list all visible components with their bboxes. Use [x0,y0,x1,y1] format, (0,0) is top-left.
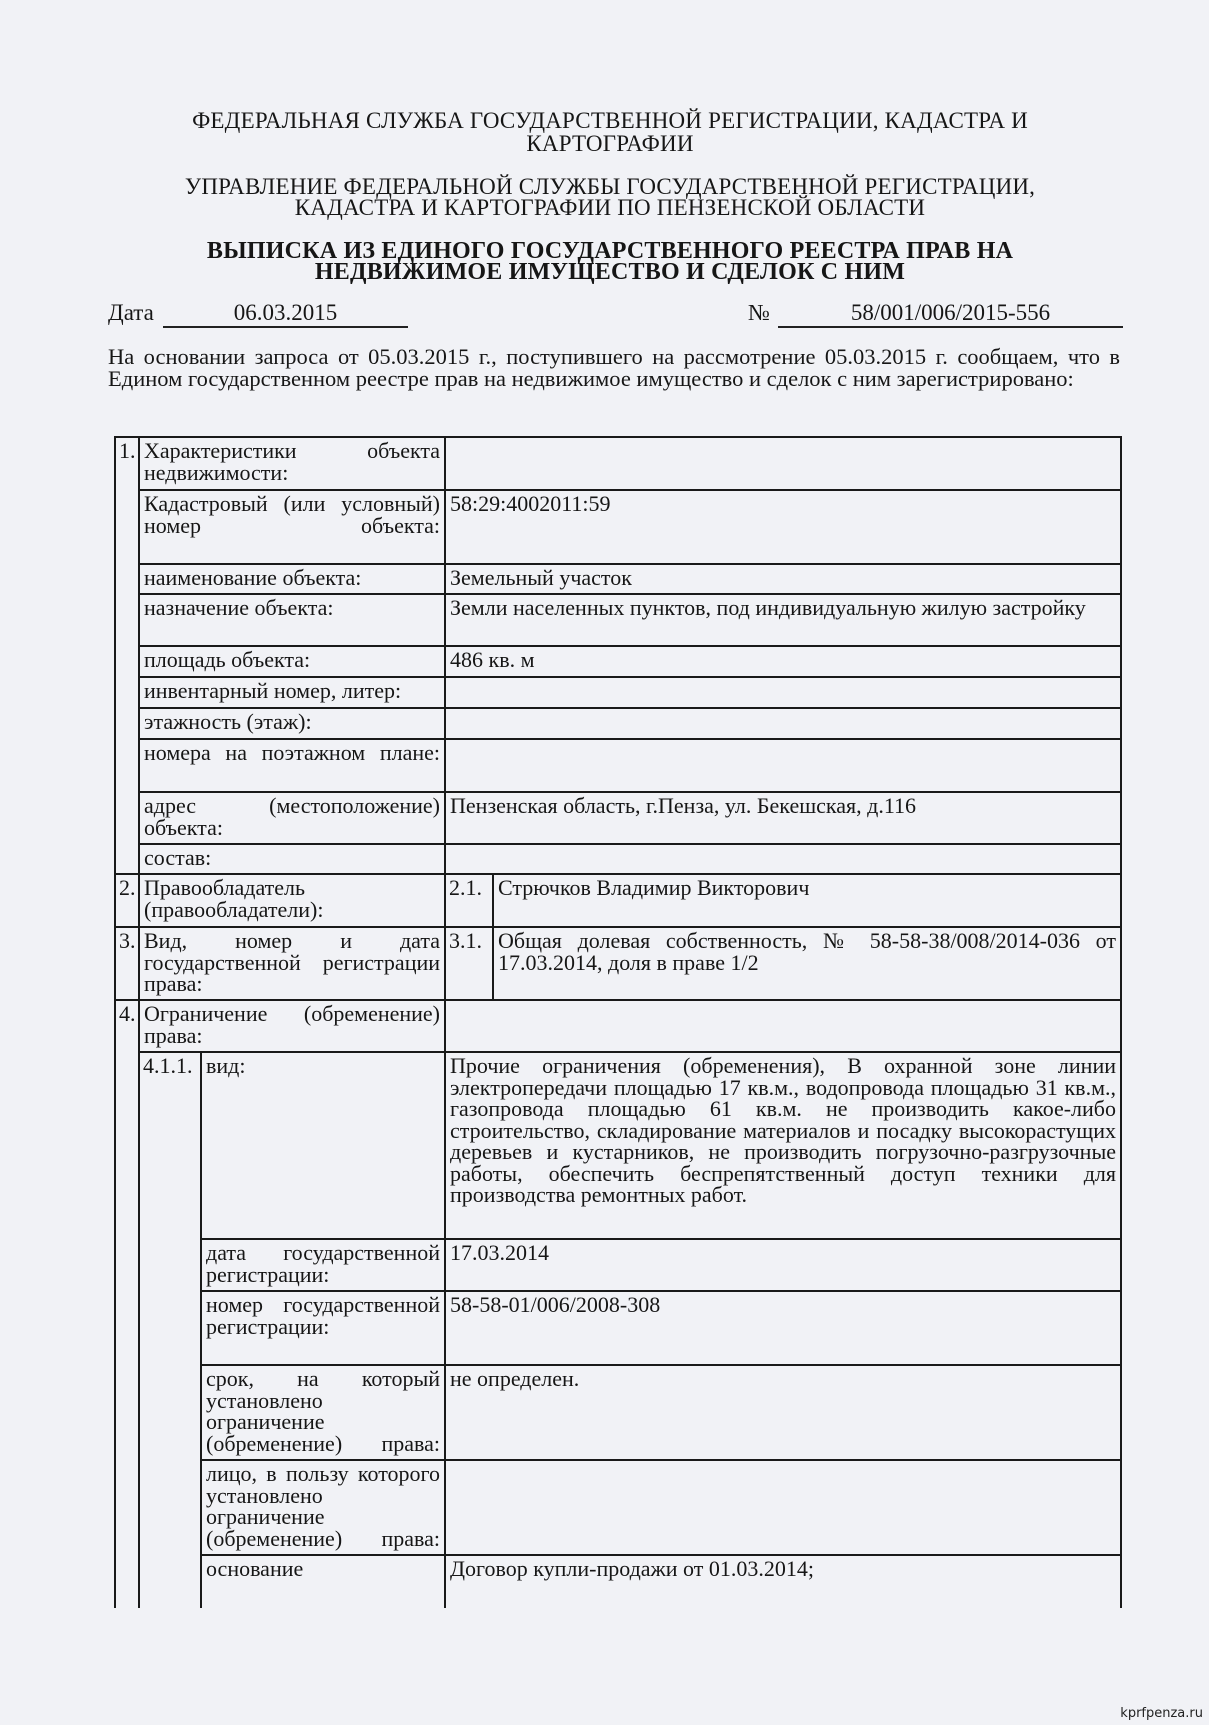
table-row [115,792,1121,844]
table-row [115,437,1121,490]
encumbrance-basis-value: Договор купли-продажи от 01.03.2014; [445,1555,1121,1608]
cadastral-number-label: Кадастровый (или условный) номер объекта: [139,490,445,564]
table-row [115,594,1121,646]
address-value: Пензенская область, г.Пенза, ул. Бекешская, д.116 [445,792,1121,844]
object-purpose-value: Земли населенных пунктов, под индивидуальную жилую застройку [445,594,1121,646]
table-row [115,1365,1121,1460]
section-4-number: 4. [115,1000,139,1608]
encumbrance-reg-number-label: номер государственной регистрации: [201,1291,445,1365]
rights-holder-sub-number: 2.1. [445,874,493,927]
encumbrance-sub-number: 4.1.1. [139,1052,201,1608]
section-2-number: 2. [115,874,139,927]
object-name-value: Земельный участок [445,564,1121,594]
section-1-title-value [445,437,1121,490]
encumbrance-term-value: не определен. [445,1365,1121,1460]
table-row [115,874,1121,927]
encumbrance-term-label: срок, на который установлено ограничение (обременение) права: [201,1365,445,1460]
office-name-line-2: КАДАСТРА И КАРТОГРАФИИ ПО ПЕНЗЕНСКОЙ ОБЛАСТИ [294,195,926,220]
floor-plan-numbers-label: номера на поэтажном плане: [139,739,445,792]
table-row [115,1239,1121,1291]
composition-label: состав: [139,844,445,874]
document-title-line-2: НЕДВИЖИМОЕ ИМУЩЕСТВО И СДЕЛОК С НИМ [314,259,906,285]
table-row [115,844,1121,874]
agency-name-line-1: ФЕДЕРАЛЬНАЯ СЛУЖБА ГОСУДАРСТВЕННОЙ РЕГИСТРАЦИИ, КАДАСТРА И [192,108,1028,133]
object-purpose-label: назначение объекта: [139,594,445,646]
encumbrance-reg-number-value: 58-58-01/006/2008-308 [445,1291,1121,1365]
date-value: 06.03.2015 [163,300,408,328]
encumbrance-value [445,1000,1121,1052]
address-label: адрес (местоположение) объекта: [139,792,445,844]
object-name-label: наименование объекта: [139,564,445,594]
encumbrance-beneficiary-label: лицо, в пользу которого установлено ограничение (обременение) права: [201,1460,445,1555]
document-title-line-1: ВЫПИСКА ИЗ ЕДИНОГО ГОСУДАРСТВЕННОГО РЕЕСТРА ПРАВ НА [206,238,1014,264]
site-watermark: kprfpenza.ru [1120,1706,1203,1721]
inventory-number-value [445,677,1121,708]
table-row [115,490,1121,564]
encumbrance-basis-label: основание [201,1555,445,1608]
table-row [115,646,1121,677]
registry-table [114,436,1122,1608]
encumbrance-label: Ограничение (обременение) права: [139,1000,445,1052]
right-registration-sub-number: 3.1. [445,927,493,1000]
agency-name-line-2: КАРТОГРАФИИ [526,131,694,156]
number-label: № [748,300,770,325]
date-label: Дата [108,300,154,325]
intro-paragraph: На основании запроса от 05.03.2015 г., поступившего на рассмотрение 05.03.2015 г. сообщаем, что в Едином государственном реестре прав на недвижимое имущество и сделок с ним зарегистрировано: [108,344,1120,391]
table-row [115,1000,1121,1052]
number-value: 58/001/006/2015-556 [778,300,1123,328]
object-area-label: площадь объекта: [139,646,445,677]
table-row [115,1555,1121,1608]
floors-label: этажность (этаж): [139,708,445,739]
floors-value [445,708,1121,739]
object-area-value: 486 кв. м [445,646,1121,677]
encumbrance-reg-date-label: дата государственной регистрации: [201,1239,445,1291]
table-row [115,1460,1121,1555]
date-number-line [108,300,1123,330]
composition-value [445,844,1121,874]
encumbrance-beneficiary-value [445,1460,1121,1555]
table-row [115,1052,1121,1239]
right-registration-label: Вид, номер и дата государственной регистрации права: [139,927,445,1000]
table-row [115,1291,1121,1365]
section-1-number: 1. [115,437,139,874]
section-3-number: 3. [115,927,139,1000]
office-name-line-1: УПРАВЛЕНИЕ ФЕДЕРАЛЬНОЙ СЛУЖБЫ ГОСУДАРСТВЕННОЙ РЕГИСТРАЦИИ, [184,174,1036,199]
table-row [115,927,1121,1000]
cadastral-number-value: 58:29:4002011:59 [445,490,1121,564]
encumbrance-type-value: Прочие ограничения (обременения), В охранной зоне линии электропередачи площадью 17 кв.м., водопровода площадью 31 кв.м., газопровода площадью 61 кв.м. не производить какое-либо строительство, складирование материалов и посадку высокорастущих деревьев и кустарников, не производить погрузочно-разгрузочные работы, обеспечить беспрепятственный доступ техники для производства ремонтных работ. [445,1052,1121,1239]
table-row [115,677,1121,708]
encumbrance-reg-date-value: 17.03.2014 [445,1239,1121,1291]
table-row [115,739,1121,792]
rights-holder-value: Стрючков Владимир Викторович [493,874,1121,927]
right-registration-value: Общая долевая собственность, № 58-58-38/008/2014-036 от 17.03.2014, доля в праве 1/2 [493,927,1121,1000]
encumbrance-type-label: вид: [201,1052,445,1239]
inventory-number-label: инвентарный номер, литер: [139,677,445,708]
table-row [115,564,1121,594]
floor-plan-numbers-value [445,739,1121,792]
rights-holder-label: Правообладатель (правообладатели): [139,874,445,927]
table-row [115,708,1121,739]
section-1-title: Характеристики объекта недвижимости: [139,437,445,490]
